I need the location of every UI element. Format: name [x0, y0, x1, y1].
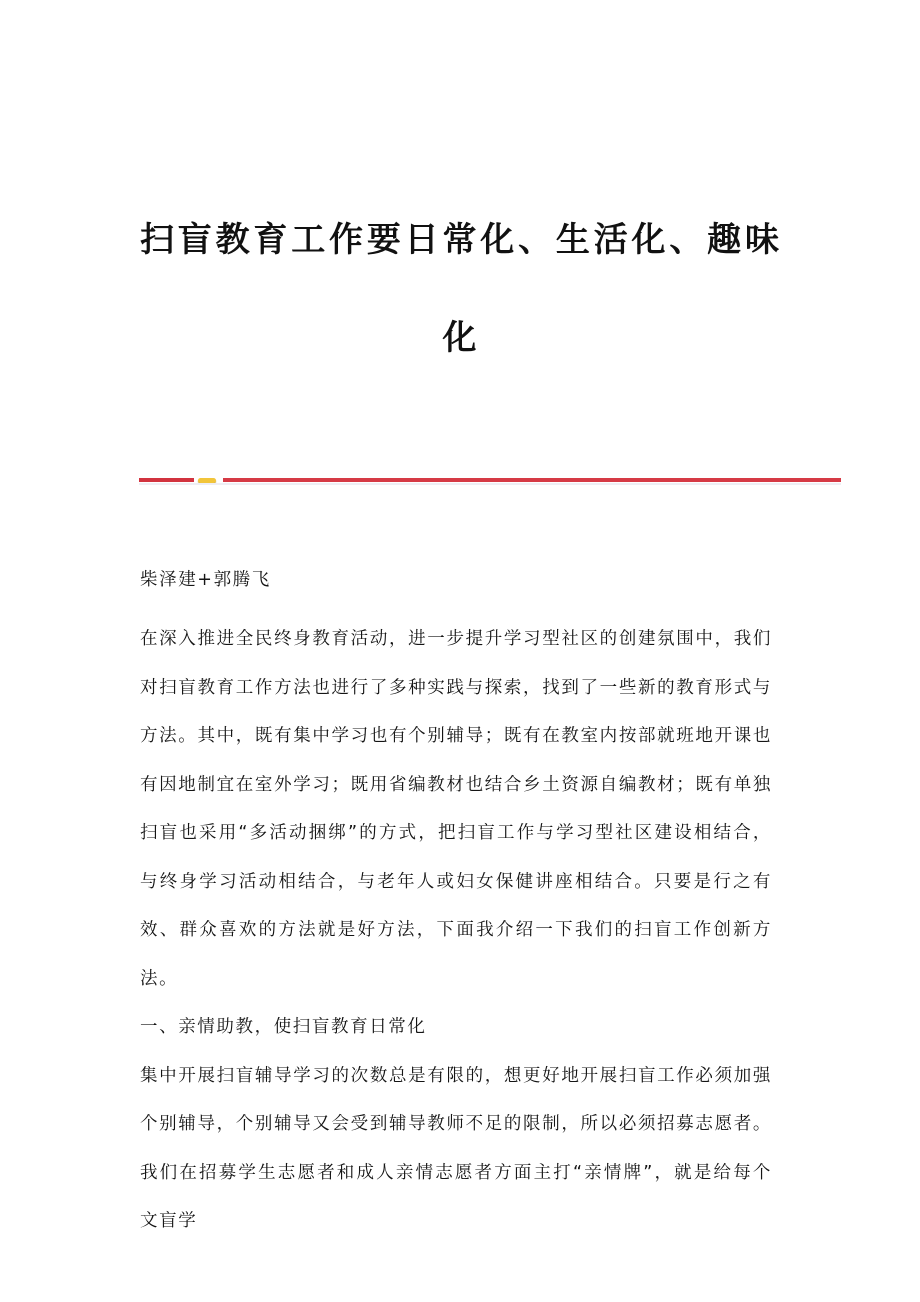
section-heading: 一、亲情助教，使扫盲教育日常化 — [140, 1017, 427, 1037]
intro-paragraph: 在深入推进全民终身教育活动，进一步提升学习型社区的创建氛围中，我们对扫盲教育工作方法也进行了多种实践与探索，找到了一些新的教育形式与方法。其中，既有集中学习也有个别辅导；既有在教室内按部就班地开课也有因地制宜在室外学习；既用省编教材也结合乡土资源自编教材；既有单独扫盲也采用“多活动捆绑”的方式，把扫盲工作与学习型社区建设相结合，与终身学习活动相结合，与老年人或妇女保健讲座相结合。只要是行之有效、群众喜欢的方法就是好方法，下面我介绍一下我们的扫盲工作创新方法。 — [140, 629, 772, 989]
document-title-line-2: 化 — [442, 318, 478, 358]
divider-shadow — [139, 483, 841, 485]
divider-right-segment — [223, 478, 841, 482]
document-title-line-1: 扫盲教育工作要日常化、生活化、趣味 — [140, 220, 780, 260]
section-paragraph: 集中开展扫盲辅导学习的次数总是有限的，想更好地开展扫盲工作必须加强个别辅导，个别辅导又会受到辅导教师不足的限制，所以必须招募志愿者。我们在招募学生志愿者和成人亲情志愿者方面主打“亲情牌”，就是给每个文盲学 — [140, 1065, 772, 1231]
divider-left-segment — [139, 478, 194, 482]
title-divider — [139, 478, 841, 484]
document-body — [140, 566, 772, 1246]
author-byline: 柴泽建+郭腾飞 — [140, 570, 271, 590]
